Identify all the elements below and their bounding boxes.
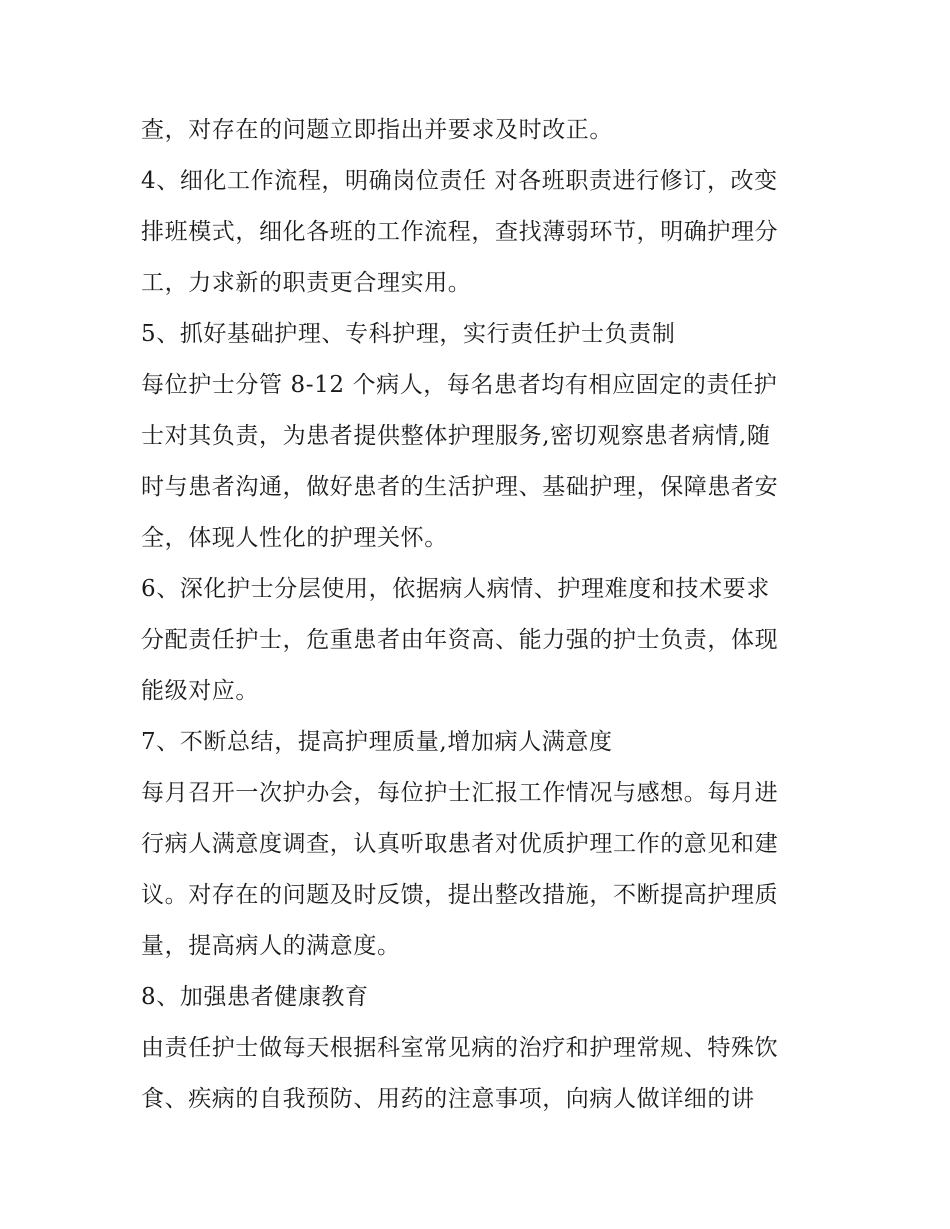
text-line: 6、深化护士分层使用，依据病人病情、护理难度和技术要求 [141,576,770,602]
text-line: 食、疾病的自我预防、用药的注意事项，向病人做详细的讲 [141,1086,755,1112]
text-line: 量，提高病人的满意度。 [141,933,401,959]
text-line: 能级对应。 [141,678,259,704]
text-line: 每位护士分管 8-12 个病人，每名患者均有相应固定的责任护 [141,372,778,398]
text-line: 每月召开一次护办会，每位护士汇报工作情况与感想。每月进 [141,780,779,806]
text-line: 4、细化工作流程，明确岗位责任 对各班职责进行修订，改变 [141,168,778,194]
text-line: 排班模式，细化各班的工作流程，查找薄弱环节，明确护理分 [141,219,779,245]
text-line: 议。对存在的问题及时反馈，提出整改措施，不断提高护理质 [141,882,779,908]
text-line: 行病人满意度调查，认真听取患者对优质护理工作的意见和建 [141,831,779,857]
text-line: 士对其负责，为患者提供整体护理服务,密切观察患者病情,随 [141,423,771,449]
text-line: 7、不断总结，提高护理质量,增加病人满意度 [141,729,613,755]
text-line: 查，对存在的问题立即指出并要求及时改正。 [141,117,613,143]
text-line: 8、加强患者健康教育 [141,984,369,1010]
text-line: 5、抓好基础护理、专科护理，实行责任护士负责制 [141,321,676,347]
text-line: 由责任护士做每天根据科室常见病的治疗和护理常规、特殊饮 [141,1035,779,1061]
text-line: 全，体现人性化的护理关怀。 [141,525,448,551]
document-body [141,105,821,1125]
text-line: 分配责任护士，危重患者由年资高、能力强的护士负责，体现 [141,627,779,653]
text-line: 工，力求新的职责更合理实用。 [141,270,472,296]
text-line: 时与患者沟通，做好患者的生活护理、基础护理，保障患者安 [141,474,779,500]
